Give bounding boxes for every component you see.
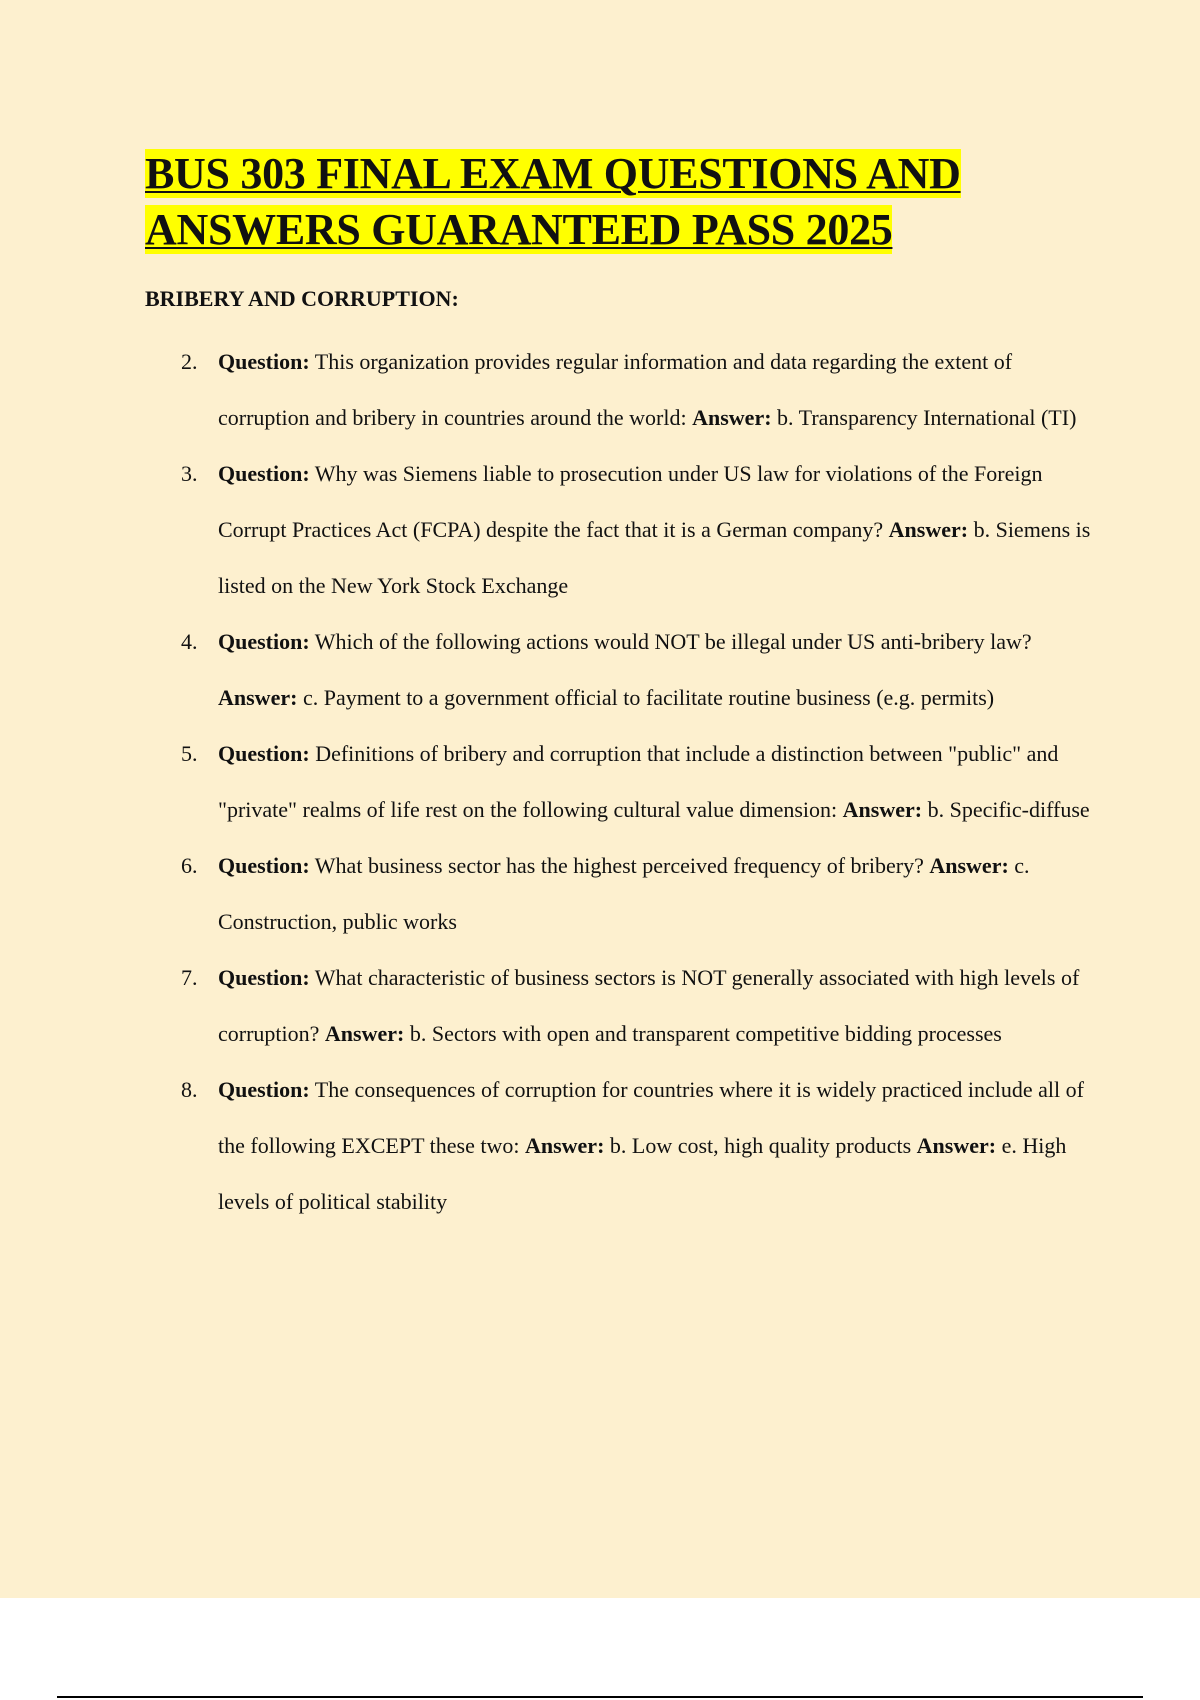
question-text: The consequences of corruption for countries where it is widely practiced include all of the following EXCEPT these two: — [218, 1077, 1084, 1158]
question-text: What business sector has the highest perceived frequency of bribery? — [314, 853, 924, 878]
question-text: This organization provides regular information and data regarding the extent of corruption and bribery in countries around the world: — [218, 349, 1013, 430]
question-item — [145, 446, 1095, 614]
document-title — [145, 146, 1145, 258]
question-text: What characteristic of business sectors is NOT generally associated with high levels of corruption? — [218, 965, 1080, 1046]
question-number: 4. — [181, 629, 198, 654]
question-number: 5. — [181, 741, 198, 766]
question-item — [145, 950, 1095, 1062]
answer-label: Answer: — [888, 517, 969, 542]
question-number: 8. — [181, 1077, 198, 1102]
question-text: Which of the following actions would NOT be illegal under US anti-bribery law? — [314, 629, 1032, 654]
question-number: 3. — [181, 461, 198, 486]
answer-label: Answer: — [929, 853, 1009, 878]
question-number: 7. — [181, 965, 198, 990]
question-label: Question: — [218, 461, 310, 486]
footer-divider — [57, 1696, 1143, 1698]
question-label: Question: — [218, 1077, 310, 1102]
answer-text: b. Transparency International (TI) — [777, 405, 1077, 430]
section-heading: BRIBERY AND CORRUPTION: — [145, 286, 459, 311]
answer-label: Answer: — [524, 1133, 605, 1158]
question-label: Question: — [218, 741, 310, 766]
question-label: Question: — [218, 349, 310, 374]
question-text: Why was Siemens liable to prosecution under US law for violations of the Foreign Corrupt Practices Act (FCPA) despite the fact that it is a German company? — [218, 461, 1043, 542]
answer-text: b. Low cost, high quality products — [609, 1133, 912, 1158]
answer-text: b. Siemens is listed on the New York Stock Exchange — [218, 517, 1091, 598]
document-title-text: BUS 303 FINAL EXAM QUESTIONS AND ANSWERS GUARANTEED PASS 2025 — [145, 149, 961, 254]
answer-label: Answer: — [324, 1021, 405, 1046]
answer-text: b. Sectors with open and transparent competitive bidding processes — [409, 1021, 1002, 1046]
answer-text: e. High levels of political stability — [218, 1133, 1067, 1214]
question-text: Definitions of bribery and corruption that include a distinction between "public" and "private" realms of life rest on the following cultural value dimension: — [218, 741, 1059, 822]
question-number: 2. — [181, 349, 198, 374]
question-label: Question: — [218, 965, 310, 990]
answer-label: Answer: — [916, 1133, 997, 1158]
question-list — [145, 334, 1095, 1230]
answer-text: c. Payment to a government official to facilitate routine business (e.g. permits) — [302, 685, 995, 710]
answer-label: Answer: — [692, 405, 772, 430]
question-item — [145, 838, 1095, 950]
question-item — [145, 726, 1095, 838]
question-item — [145, 1062, 1095, 1230]
question-label: Question: — [218, 629, 310, 654]
answer-text: c. Construction, public works — [218, 853, 1030, 934]
question-item — [145, 614, 1095, 726]
question-item — [145, 334, 1095, 446]
question-number: 6. — [181, 853, 198, 878]
answer-label: Answer: — [842, 797, 923, 822]
answer-text: b. Specific-diffuse — [927, 797, 1090, 822]
question-label: Question: — [218, 853, 310, 878]
answer-label: Answer: — [218, 685, 298, 710]
